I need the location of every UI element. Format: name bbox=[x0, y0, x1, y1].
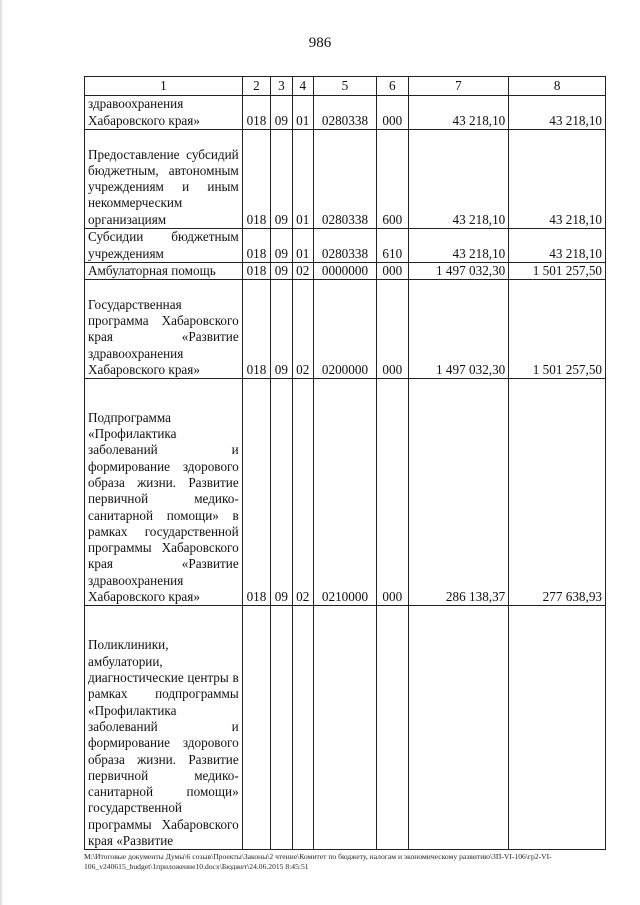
page-number: 986 bbox=[308, 35, 332, 51]
cell-subsection: 01 bbox=[292, 229, 313, 263]
cell-amount-2: 1 501 257,50 bbox=[509, 263, 606, 280]
cell-amount-2: 277 638,93 bbox=[509, 379, 606, 606]
cell-section bbox=[271, 606, 292, 850]
file-path-footer: M:\Итоговые документы Думы\6 созыв\Проекты\Законы\2 чтение\Комитет по бюджету, налогам и экономическому развитию\3П-VI-106\гр2-VI-106_v240615_budget\1приложение10.docx\Бюджет\24.06.2015 8:45:51 bbox=[84, 852, 552, 871]
cell-section: 09 bbox=[271, 96, 292, 130]
cell-section: 09 bbox=[271, 130, 292, 229]
header-cell: 1 bbox=[85, 77, 243, 96]
header-cell: 3 bbox=[271, 77, 292, 96]
cell-target: 0200000 bbox=[313, 280, 376, 379]
header-cell: 6 bbox=[377, 77, 409, 96]
cell-amount-1: 1 497 032,30 bbox=[408, 263, 509, 280]
header-cell: 8 bbox=[509, 77, 606, 96]
cell-subsection: 02 bbox=[292, 263, 313, 280]
row-name: Амбулаторная помощь bbox=[85, 263, 243, 280]
cell-ministry: 018 bbox=[242, 379, 270, 606]
cell-expense-type bbox=[377, 606, 409, 850]
table-row bbox=[85, 96, 606, 130]
cell-amount-1 bbox=[408, 606, 509, 850]
cell-amount-2 bbox=[509, 606, 606, 850]
cell-amount-2: 43 218,10 bbox=[509, 96, 606, 130]
cell-target bbox=[313, 606, 376, 850]
cell-section: 09 bbox=[271, 229, 292, 263]
cell-target: 0280338 bbox=[313, 96, 376, 130]
cell-amount-1: 43 218,10 bbox=[408, 130, 509, 229]
cell-subsection bbox=[292, 606, 313, 850]
cell-subsection: 02 bbox=[292, 280, 313, 379]
cell-amount-2: 43 218,10 bbox=[509, 229, 606, 263]
cell-amount-1: 43 218,10 bbox=[408, 96, 509, 130]
scan-edge bbox=[0, 0, 4, 905]
cell-ministry: 018 bbox=[242, 130, 270, 229]
table-row bbox=[85, 379, 606, 606]
cell-amount-1: 43 218,10 bbox=[408, 229, 509, 263]
cell-section: 09 bbox=[271, 263, 292, 280]
row-name: здравоохранения Хабаровского края» bbox=[85, 96, 243, 130]
cell-target: 0280338 bbox=[313, 130, 376, 229]
cell-ministry: 018 bbox=[242, 96, 270, 130]
cell-expense-type: 000 bbox=[377, 379, 409, 606]
cell-subsection: 01 bbox=[292, 130, 313, 229]
cell-section: 09 bbox=[271, 379, 292, 606]
cell-expense-type: 000 bbox=[377, 96, 409, 130]
row-name: Поликлиники, амбулатории, диагностические центры в рамках подпрограммы «Профилактика заболеваний и формирование здорового образа жизни. Развитие первичной медико-санитарной помощи» государственной программы Хабаровского края «Развитие bbox=[85, 606, 243, 850]
cell-ministry: 018 bbox=[242, 280, 270, 379]
header-cell: 2 bbox=[242, 77, 270, 96]
cell-expense-type: 000 bbox=[377, 280, 409, 379]
cell-expense-type: 610 bbox=[377, 229, 409, 263]
header-row bbox=[85, 77, 606, 96]
cell-section: 09 bbox=[271, 280, 292, 379]
table-row bbox=[85, 280, 606, 379]
budget-table bbox=[84, 76, 606, 850]
cell-amount-2: 1 501 257,50 bbox=[509, 280, 606, 379]
cell-expense-type: 000 bbox=[377, 263, 409, 280]
header-cell: 4 bbox=[292, 77, 313, 96]
cell-amount-2: 43 218,10 bbox=[509, 130, 606, 229]
header-cell: 5 bbox=[313, 77, 376, 96]
cell-ministry bbox=[242, 606, 270, 850]
row-name: Государственная программа Хабаровского края «Развитие здравоохранения Хабаровского края» bbox=[85, 280, 243, 379]
cell-ministry: 018 bbox=[242, 263, 270, 280]
cell-amount-1: 286 138,37 bbox=[408, 379, 509, 606]
header-cell: 7 bbox=[408, 77, 509, 96]
table-row bbox=[85, 263, 606, 280]
table-row bbox=[85, 130, 606, 229]
cell-subsection: 02 bbox=[292, 379, 313, 606]
cell-target: 0000000 bbox=[313, 263, 376, 280]
row-name: Подпрограмма «Профилактика заболеваний и формирование здорового образа жизни. Развитие первичной медико-санитарной помощи» в рамках государственной программы Хабаровского края «Развитие здравоохранения Хабаровского края» bbox=[85, 379, 243, 606]
cell-expense-type: 600 bbox=[377, 130, 409, 229]
row-name: Субсидии бюджетным учреждениям bbox=[85, 229, 243, 263]
cell-target: 0210000 bbox=[313, 379, 376, 606]
cell-amount-1: 1 497 032,30 bbox=[408, 280, 509, 379]
table-row bbox=[85, 606, 606, 850]
cell-subsection: 01 bbox=[292, 96, 313, 130]
cell-ministry: 018 bbox=[242, 229, 270, 263]
cell-target: 0280338 bbox=[313, 229, 376, 263]
table-row bbox=[85, 229, 606, 263]
row-name: Предоставление субсидий бюджетным, автономным учреждениям и иным некоммерческим организациям bbox=[85, 130, 243, 229]
